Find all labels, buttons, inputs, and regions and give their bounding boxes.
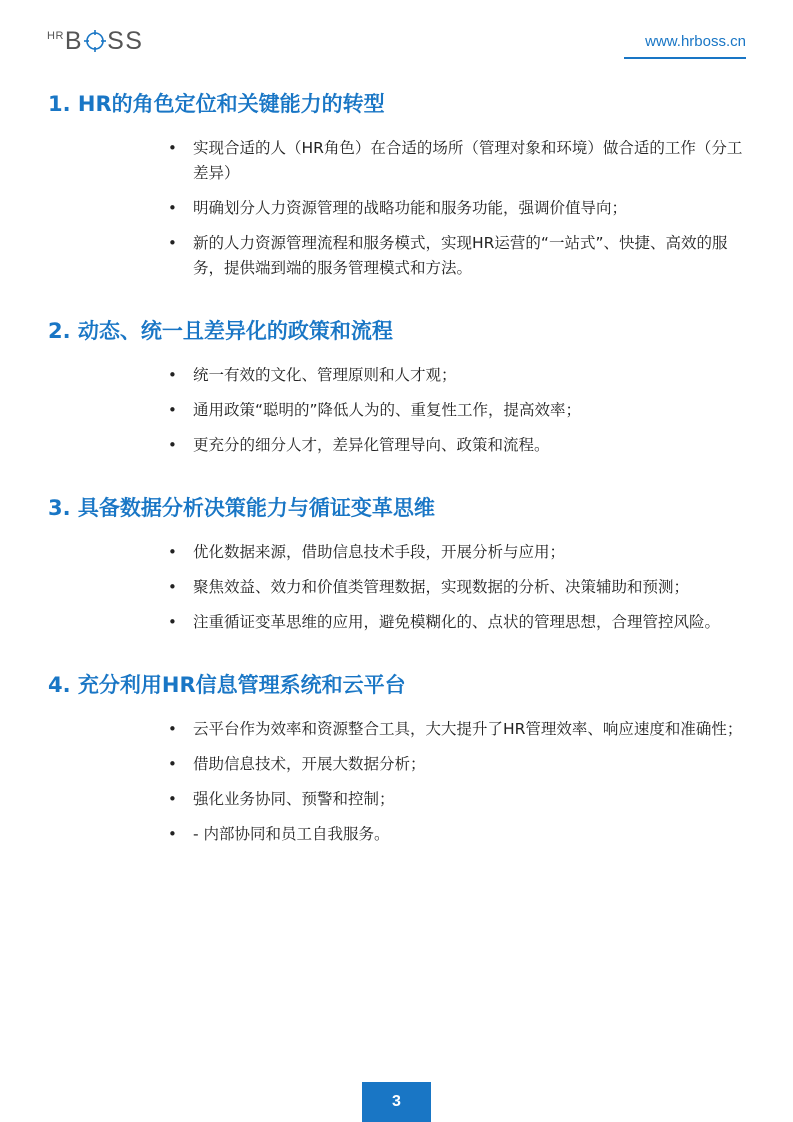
section-1	[48, 88, 748, 281]
list-item-text: 明确划分人力资源管理的战略功能和服务功能，强调价值导向；	[193, 199, 628, 217]
list-item-text: 强化业务协同、预警和控制；	[193, 790, 395, 808]
list-item	[48, 136, 748, 186]
bullet-icon: •	[168, 366, 177, 384]
list-item-text: 注重循证变革思维的应用，避免模糊化的、点状的管理思想，合理管控风险。	[193, 613, 721, 631]
main-content	[48, 88, 748, 881]
bullet-list	[48, 363, 748, 458]
list-item	[48, 752, 748, 777]
list-item	[48, 231, 748, 281]
bullet-icon: •	[168, 401, 177, 419]
page-header	[0, 0, 793, 60]
section-title: 3. 具备数据分析决策能力与循证变革思维	[48, 496, 435, 520]
logo-letter-b: B	[64, 27, 84, 55]
logo-boss-text	[65, 26, 144, 56]
list-item-text: 新的人力资源管理流程和服务模式，实现HR运营的“一站式”、快捷、高效的服务，提供端到端的服务管理模式和方法。	[193, 234, 728, 277]
header-underline	[624, 57, 746, 59]
section-title: 1. HR的角色定位和关键能力的转型	[48, 92, 385, 116]
list-item	[48, 717, 748, 742]
bullet-list	[48, 540, 748, 635]
list-item-text: 统一有效的文化、管理原则和人才观；	[193, 366, 457, 384]
site-url: www.hrboss.cn	[645, 33, 746, 50]
list-item-text: 通用政策“聪明的”降低人为的、重复性工作，提高效率；	[193, 401, 582, 419]
list-item-text: - 内部协同和员工自我服务。	[193, 825, 390, 843]
bullet-icon: •	[168, 755, 177, 773]
section-3	[48, 492, 748, 635]
bullet-list	[48, 717, 748, 847]
bullet-icon: •	[168, 234, 177, 252]
bullet-icon: •	[168, 613, 177, 631]
list-item	[48, 787, 748, 812]
list-item	[48, 363, 748, 388]
bullet-icon: •	[168, 825, 177, 843]
list-item-text: 实现合适的人（HR角色）在合适的场所（管理对象和环境）做合适的工作（分工差异）	[193, 139, 743, 182]
list-item-text: 聚焦效益、效力和价值类管理数据，实现数据的分析、决策辅助和预测；	[193, 578, 690, 596]
section-title: 4. 充分利用HR信息管理系统和云平台	[48, 673, 406, 697]
section-title: 2. 动态、统一且差异化的政策和流程	[48, 319, 393, 343]
list-item	[48, 398, 748, 423]
list-item-text: 更充分的细分人才，差异化管理导向、政策和流程。	[193, 436, 550, 454]
bullet-icon: •	[168, 543, 177, 561]
list-item	[48, 610, 748, 635]
section-2	[48, 315, 748, 458]
logo-letters-ss: SS	[107, 27, 144, 55]
bullet-icon: •	[168, 720, 177, 738]
page-number: 3	[362, 1082, 431, 1122]
list-item	[48, 575, 748, 600]
bullet-list	[48, 136, 748, 281]
section-4	[48, 669, 748, 847]
bullet-icon: •	[168, 436, 177, 454]
list-item	[48, 433, 748, 458]
list-item-text: 优化数据来源，借助信息技术手段，开展分析与应用；	[193, 543, 566, 561]
list-item	[48, 540, 748, 565]
logo-hr-text: HR	[47, 30, 64, 42]
bullet-icon: •	[168, 199, 177, 217]
bullet-icon: •	[168, 139, 177, 157]
bullet-icon: •	[168, 790, 177, 808]
list-item	[48, 822, 748, 847]
list-item-text: 云平台作为效率和资源整合工具，大大提升了HR管理效率、响应速度和准确性；	[193, 720, 743, 738]
bullet-icon: •	[168, 578, 177, 596]
list-item-text: 借助信息技术，开展大数据分析；	[193, 755, 426, 773]
list-item	[48, 196, 748, 221]
crosshair-o-icon	[84, 30, 106, 52]
hrboss-logo	[47, 26, 143, 56]
